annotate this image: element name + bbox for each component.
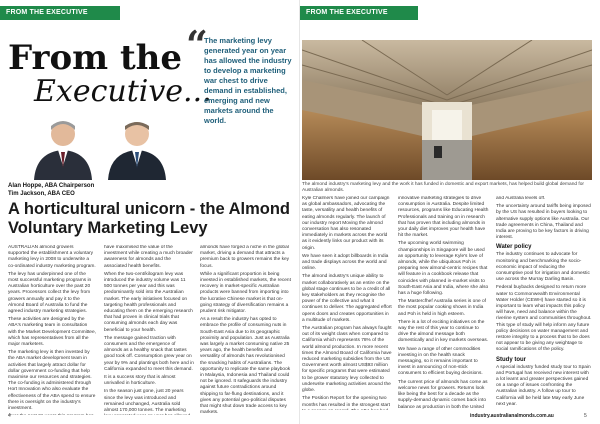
- paragraph: The Position Report for the opening two months has resulted in the strongest start: [302, 396, 390, 408]
- page-title-line2: Executive...: [34, 74, 212, 109]
- paragraph: Kyle Chalmers have joined our campaign as global ambassadors, advocating the taste, versatility and health benefits of eating almonds regularly. The launch of our industry report Moving the almond conversation has also resonated immediately in markets across the world as it evidently links our product with its origin.: [302, 196, 390, 251]
- body-column-right-3: [496, 196, 592, 410]
- paragraph: The levy has underpinned one of the most successful marketing programs in Australian horticulture over the past 20 years. Processors collect the levy from growers annually and pay it to the Almond Board of Australia to fund the agreed industry marketing strategies.: [8, 271, 92, 315]
- body-column-right-2: [398, 196, 490, 410]
- paragraph: have maximised the value of the investment while creating a much broader awareness for almonds and the associated health benefits.: [104, 245, 193, 269]
- portrait-caption: [8, 182, 94, 198]
- paragraph: innovative marketing strategies to drive consumption in Australia. Despite limited resources, programs like Educating Health Professionals and training on in research that has proven that including almonds in your daily diet improves your health have hit the market.: [398, 196, 489, 239]
- body-column-right-1: [302, 196, 392, 410]
- paragraph: The upcoming world swimming championships in Singapore will be used an opportunity to leverage Kyle's love of almonds, while the ubiquitous Poh is preparing new almond-centric recipes that will feature in a cookbook release that coincides with planned in-market visits to South-East Asia and India, where she also has a huge following.: [398, 241, 489, 297]
- quote-mark-icon: “: [186, 22, 208, 67]
- website-link[interactable]: industry.australianalmonds.com.au: [470, 413, 554, 419]
- article-headline: A horticultural unicorn - the Almond Voluntary Marketing Levy: [8, 200, 291, 237]
- portrait-ceo: [102, 114, 172, 180]
- subheading-water-policy: Water policy: [496, 244, 532, 251]
- paragraph: In the season just gone, just 20 years since the levy was introduced and remained unchanged, Australia sold almost 170,000 tonnes. The marketing: [104, 389, 186, 414]
- paragraph: As a result the industry has opted to embrace the profile of consuming nuts in South-East Asia due to its geographic proximity and population. Just as Australia was largely a market consuming native 25 years ago, the health benefits and versatility of almonds has revolutionised the snacking habits of Australians. The opportunity to replicate the same playbook in Malaysia, Indonesia and Thailand could not be ignored. It safeguards the industry against future contradictions around shipping to far-flung destinations, and it gives any potential geo-political disputes that might shut down trade access to key markets.: [200, 317, 291, 415]
- section-header-left: FROM THE EXECUTIVE: [0, 6, 120, 20]
- caption-ceo: Tim Jackson, ABA CEO: [8, 191, 75, 197]
- paragraph: The marketing levy is then invested by the ABA market development team in activities that largely attract dollar for dollar government co-funding that help maximise our resources and strategies. The co-funding is administered through Hort Innovation who also evaluate the effectiveness of the ABA spend to ensure there is oversight on the industry's investment.: [8, 350, 96, 412]
- paragraph: We have a range of other commodities investing in on the health snack messaging, so it remains important to invest in announcing of non-stick consumers to efficient buying decisions.: [398, 346, 483, 377]
- page-number-left: 4: [8, 413, 11, 419]
- paragraph: There is a lot of exciting initiatives on the way the rest of this year to continue to drive the almond message both domestically and in key markets overseas.: [398, 319, 489, 344]
- body-column-left-2: [104, 245, 194, 415]
- caption-chairperson: Alan Hoppe, ABA Chairperson: [8, 183, 95, 189]
- executive-portraits: [10, 114, 180, 180]
- page-title-line1: From the: [8, 38, 183, 78]
- page-number-right: 5: [584, 413, 587, 419]
- body-column-left-1: [8, 245, 96, 415]
- paragraph: We have seen it adopt billboards in India and trade displays across the world and online.: [302, 253, 389, 272]
- body-column-left-3: [200, 245, 292, 415]
- paragraph: When the two-cent/kilogram levy was introduced the industry volume was 11 500 tonnes per year and this was predominantly sold into the Australian market. The early initiatives focused on targeting health professionals and educating them on the emerging research that had proven in clinical trials that consuming almonds each day was beneficial to your health.: [104, 271, 193, 333]
- paragraph: Federal buybacks designed to return more water to Commonwealth Environmental Water Holder (CEWH) have started so it is important to learn what impacts this policy will have, need and balance within the riverine system and communities throughout. This type of study will help inform any future policy decisions on water management and restore integrity to a process that to be does not appear to be giving any weightage to social ramifications of the policy.: [496, 285, 592, 353]
- subheading-study-tour: Study tour: [496, 356, 526, 363]
- paragraph: The current price of almonds has come as welcome news for growers. Returns look like being the best for a decade as the supply-demand dynamic comes back into balance as production in both the United: [398, 379, 488, 410]
- almond-shed-photo: [302, 40, 592, 180]
- paragraph: almonds have forged a niche in the global market, driving a demand that attracts a premium back to growers remains the key focus.: [200, 245, 290, 269]
- paragraph: [8, 414, 96, 415]
- paragraph: These activities are designed by the ABA's marketing team in consultation with the Market Development Committee, which has representatives from all the major marketers.: [8, 317, 96, 348]
- paragraph: AUSTRALIAN almond growers supported the establishment a voluntary marketing levy in 2008 to underwrite a co-ordinated industry marketing program.: [8, 245, 96, 269]
- portrait-chairperson: [28, 114, 98, 180]
- paragraph: The almond industry's unique ability to market collaboratively as an entire on the global stage continues to be a credit of all key stakeholders as they recognise the power of the collective and what it continues to deliver. The aggregated effort opens doors and creates opportunities in a multitude of markets.: [302, 274, 392, 323]
- paragraph: and Australia levels off.: [496, 196, 546, 201]
- paragraph: While a significant proportion is being invested in established markets, the recent recovery in market-specific Australian products were banned from importing into the lucrative Chinese market is that on-going strategy of diversification remains a prudent risk mitigator.: [200, 271, 291, 315]
- paragraph: The Mastercfhef Australia series is one of the most popular cooking shows in India and Poh is held in high esteem.: [398, 299, 486, 317]
- section-header-right: FROM THE EXECUTIVE: [300, 6, 418, 20]
- paragraph: The message gained traction with consumers and the emergence of almonds as a healthy snack that tastes good took off. Consumption grew year on year by 9% and plantings both here and in California expanded to meet this demand.: [104, 335, 194, 372]
- paragraph: A special industry funded study tour to Spain and Portugal has received new interest with a lot learnt and greater perspectives gained on a range of issues confronting the Australian industry. A follow up tour to California will be held late May early June next year.: [496, 364, 591, 407]
- photo-caption: The almond industry's marketing levy and the work it has funded in domestic and export markets, has helped build global demand for Australian almonds.: [302, 182, 584, 193]
- paragraph: The industry continues to advocate for monitoring and benchmarking the socio-economic impact of reducing the consumptive pool for irrigation and domestic use across the Murray Darling Basin.: [496, 252, 590, 283]
- pull-quote: The marketing levy generated year on year has allowed the industry to develop a marketing war chest to drive demand in established, emerging and new markets around the world.: [204, 36, 292, 125]
- paragraph: The uncertainty around tariffs being imposed by the US has resulted in buyers looking to alternative supply options like Australia. Our trade agreements in China, Thailand and India are proving to be key factors in driving interest.: [496, 204, 591, 241]
- page-gutter: [299, 0, 300, 424]
- paragraph: It is a success story that is almost unrivalled in horticulture.: [104, 375, 176, 387]
- paragraph: The Australian program has always fought out of its weight class when compared to California which represents 78% of the world almond production. In more recent times the Almond Board of California have reduced marketing subsidies from the US Government worth almost US$93 million for specific programs that were estimated to be grower statutory levy collected to underwrite marketing activities around the globe.: [302, 326, 392, 394]
